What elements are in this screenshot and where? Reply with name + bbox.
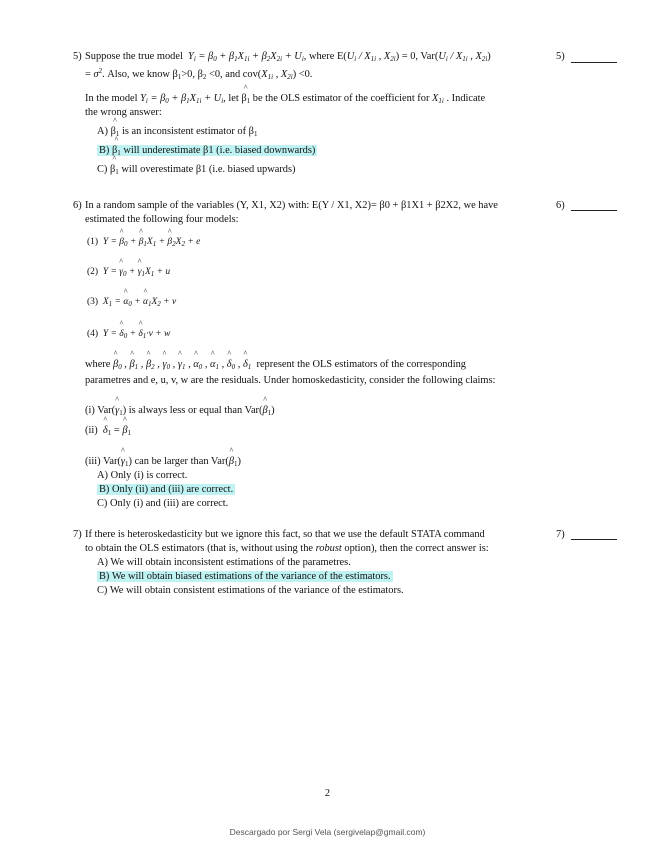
highlighted-answer: B) We will obtain biased estimations of the variance of the estimators. [99,571,391,582]
q5-line-2: = $\sigma^2$. Also, we know $\beta_1>0$, $\beta_2 <0$, and $cov(X_{1i}$ , $X_{2i}) <0$. [85,67,313,81]
q6-intro-2: estimated the following four models: [85,214,239,225]
answer-number: 5) [556,51,565,62]
q5-option-b[interactable] [97,144,317,157]
q7-line-1: If there is heteroskedasticity but we ignore this fact, so that we use the default STATA command [85,529,485,540]
true-model-equation: $Y_i = \beta_0 + \beta_1X_{1i} + \beta_2X_{2i} + U_i$ [185,51,304,63]
answer-blank[interactable] [571,62,617,63]
beta1-hat: ^ $\beta_1$ [241,92,250,105]
highlighted-answer: B) Only (ii) and (iii) are correct. [99,484,234,495]
claim-i: (i) Var(^ $\gamma_1$) is always less or equal than Var(^ $\beta_1$) [85,404,275,417]
highlighted-answer: B) ^ $\beta_1$ will underestimate β1 (i.e. biased downwards) [97,145,317,156]
q7-option-c[interactable]: C) We will obtain consistent estimations of the variance of the estimators. [97,585,404,596]
model-2: (2) Y = ^ $\gamma_0$ + ^ $\gamma_1X_1 + u$ [87,266,170,279]
question-number: 5) [73,51,82,62]
q5-option-c[interactable]: C) ^ $\beta_1$ will overestimate β1 (i.e. biased upwards) [97,163,296,176]
q6-option-a[interactable]: A) Only (i) is correct. [97,470,188,481]
q6-option-c[interactable]: C) Only (i) and (iii) are correct. [97,498,229,509]
model-3: (3) $X_1$ = ^ $\alpha_0$ + ^ $\alpha_1X_2 + v$ [87,296,176,309]
q6-where-2: parametres and e, u, v, w are the residuals. Under homoskedasticity, consider the following claims: [85,375,496,386]
q6-where: where ^ $\beta_0$ , ^ $\beta_1$ , ^ $\beta_2$ , ^ $\gamma_0$ , ^ $\gamma_1$ , ^ $\alpha_0$ , ^ $\alpha_1$ , ^ $\delta_0$ , ^ $\delta_1$ represent the OLS estimators of the corresponding [85,358,466,371]
claim-iii: (iii) Var(^ $\gamma_1$) can be larger than Var(^ $\beta_1$) [85,455,241,468]
q5-line-1: Suppose the true model $Y_i = \beta_0 + \beta_1X_{1i} + \beta_2X_{2i} + U_i$, where $E(U_i / X_{1i}$ , $X_{2i}) = 0$, $Var(U_i / X_{1i}$ , $X_{2i}$) [85,51,491,63]
answer-blank[interactable] [571,539,617,540]
download-footer: Descargado por Sergi Vela (sergivelap@gmail.com) [229,827,426,837]
q7-option-b[interactable] [97,570,393,583]
q7-option-a[interactable]: A) We will obtain inconsistent estimations of the parametres. [97,557,351,568]
model-4: (4) Y = ^ $\delta_0$ + ^ $\delta_1\cdot v + w$ [87,328,170,341]
answer-number: 6) [556,200,565,211]
q7-line-2: to obtain the OLS estimators (that is, without using the robust option), then the correct answer is: [85,543,489,554]
q6-option-b[interactable] [97,483,235,496]
q5-instruction: the wrong answer: [85,107,162,118]
page-number: 2 [324,788,331,799]
q6-intro: In a random sample of the variables (Y, X1, X2) with: E(Y / X1, X2)= β0 + β1X1 + β2X2, we have [85,200,498,211]
question-number: 7) [73,529,82,540]
claim-ii: (ii) ^ $\delta_1$ = ^ $\beta_1$ [85,424,131,437]
question-number: 6) [73,200,82,211]
answer-blank[interactable] [571,210,617,211]
model-1: (1) Y = ^ $\beta_0$ + ^ $\beta_1X_1$ + ^ $\beta_2X_2 + e$ [87,236,200,249]
answer-number: 7) [556,529,565,540]
short-model-equation: $Y_i = \beta_0 + \beta_1X_{1i} + U_i$ [140,93,224,105]
q5-option-a[interactable]: A) ^ $\beta_1$ is an inconsistent estimator of $\beta_1$ [97,125,257,138]
q5-paragraph: In the model $Y_i = \beta_0 + \beta_1X_{1i} + U_i$, let ^ $\beta_1$ be the OLS estimator of the coefficient for $X_{1i}$ . Indicate [85,92,485,105]
